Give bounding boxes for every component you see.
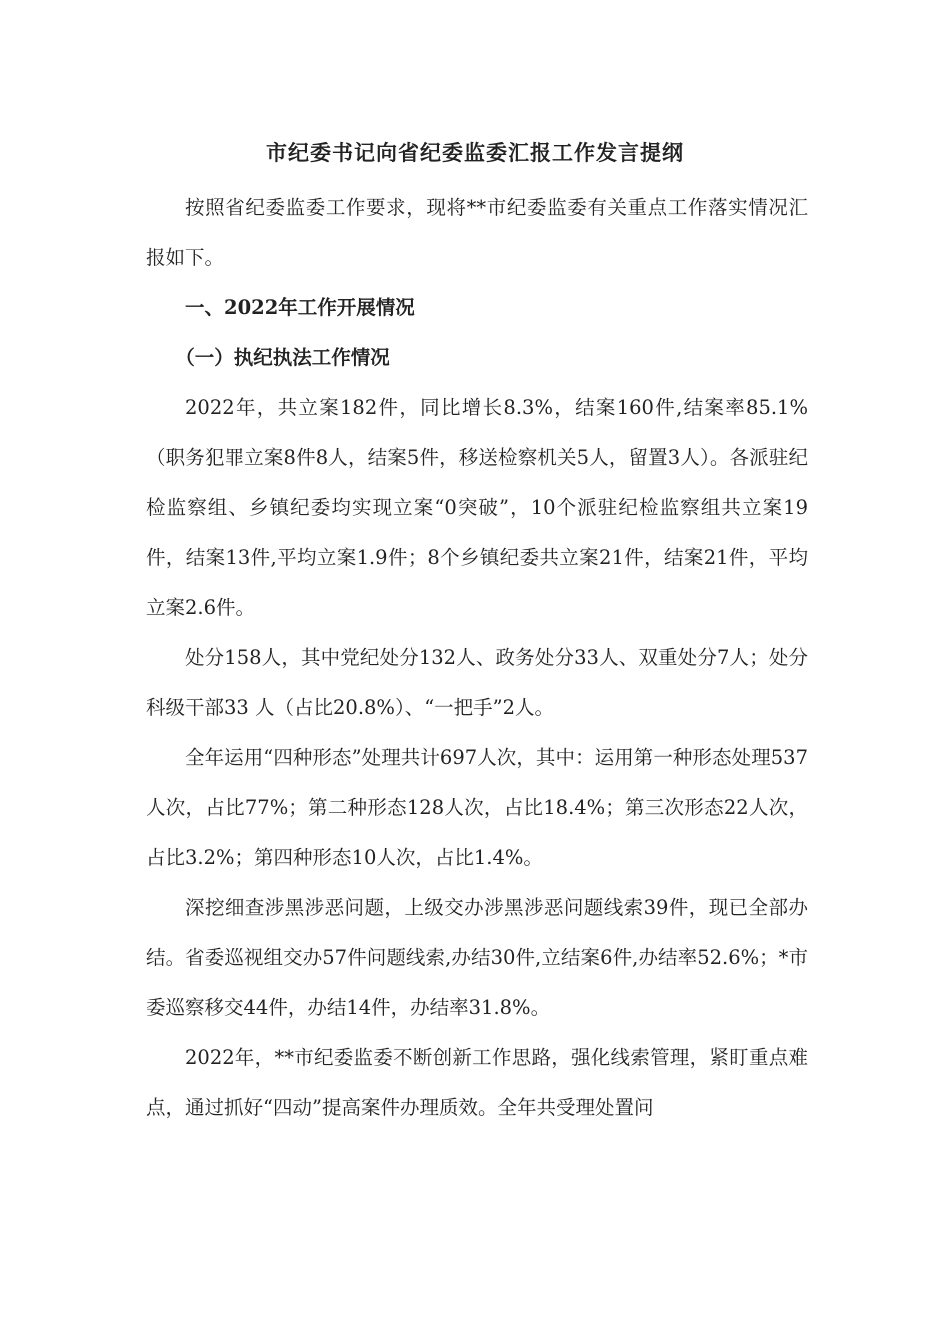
intro-paragraph: 按照省纪委监委工作要求，现将**市纪委监委有关重点工作落实情况汇报如下。 xyxy=(146,196,808,269)
innovation-paragraph: 2022年，**市纪委监委不断创新工作思路，强化线索管理，紧盯重点难点，通过抓好“四动”提高案件办理质效。全年共受理处置问 xyxy=(146,1046,808,1119)
four-forms-paragraph: 全年运用“四种形态”处理共计697人次，其中：运用第一种形态处理537人次，占比77%；第二种形态128人次，占比18.4%；第三次形态22人次，占比3.2%；第四种形态10人次，占比1.4%。 xyxy=(146,746,808,869)
document-body xyxy=(146,183,808,1133)
case-statistics-paragraph: 2022年，共立案182件，同比增长8.3%，结案160件,结案率85.1%（职务犯罪立案8件8人，结案5件，移送检察机关5人，留置3人）。各派驻纪检监察组、乡镇纪委均实现立案“0突破”，10个派驻纪检监察组共立案19件，结案13件,平均立案1.9件；8个乡镇纪委共立案21件，结案21件，平均立案2.6件。 xyxy=(146,396,808,619)
subsection-heading: （一）执纪执法工作情况 xyxy=(175,346,390,369)
document-title: 市纪委书记向省纪委监委汇报工作发言提纲 xyxy=(266,140,684,165)
section-heading: 一、2022年工作开展情况 xyxy=(185,296,415,319)
gang-crime-paragraph: 深挖细查涉黑涉恶问题，上级交办涉黑涉恶问题线索39件，现已全部办结。省委巡视组交办57件问题线索,办结30件,立结案6件,办结率52.6%；*市委巡察移交44件，办结14件，办结率31.8%。 xyxy=(146,896,808,1019)
discipline-paragraph: 处分158人，其中党纪处分132人、政务处分33人、双重处分7人；处分科级干部33 人（占比20.8%）、“一把手”2人。 xyxy=(146,646,808,719)
